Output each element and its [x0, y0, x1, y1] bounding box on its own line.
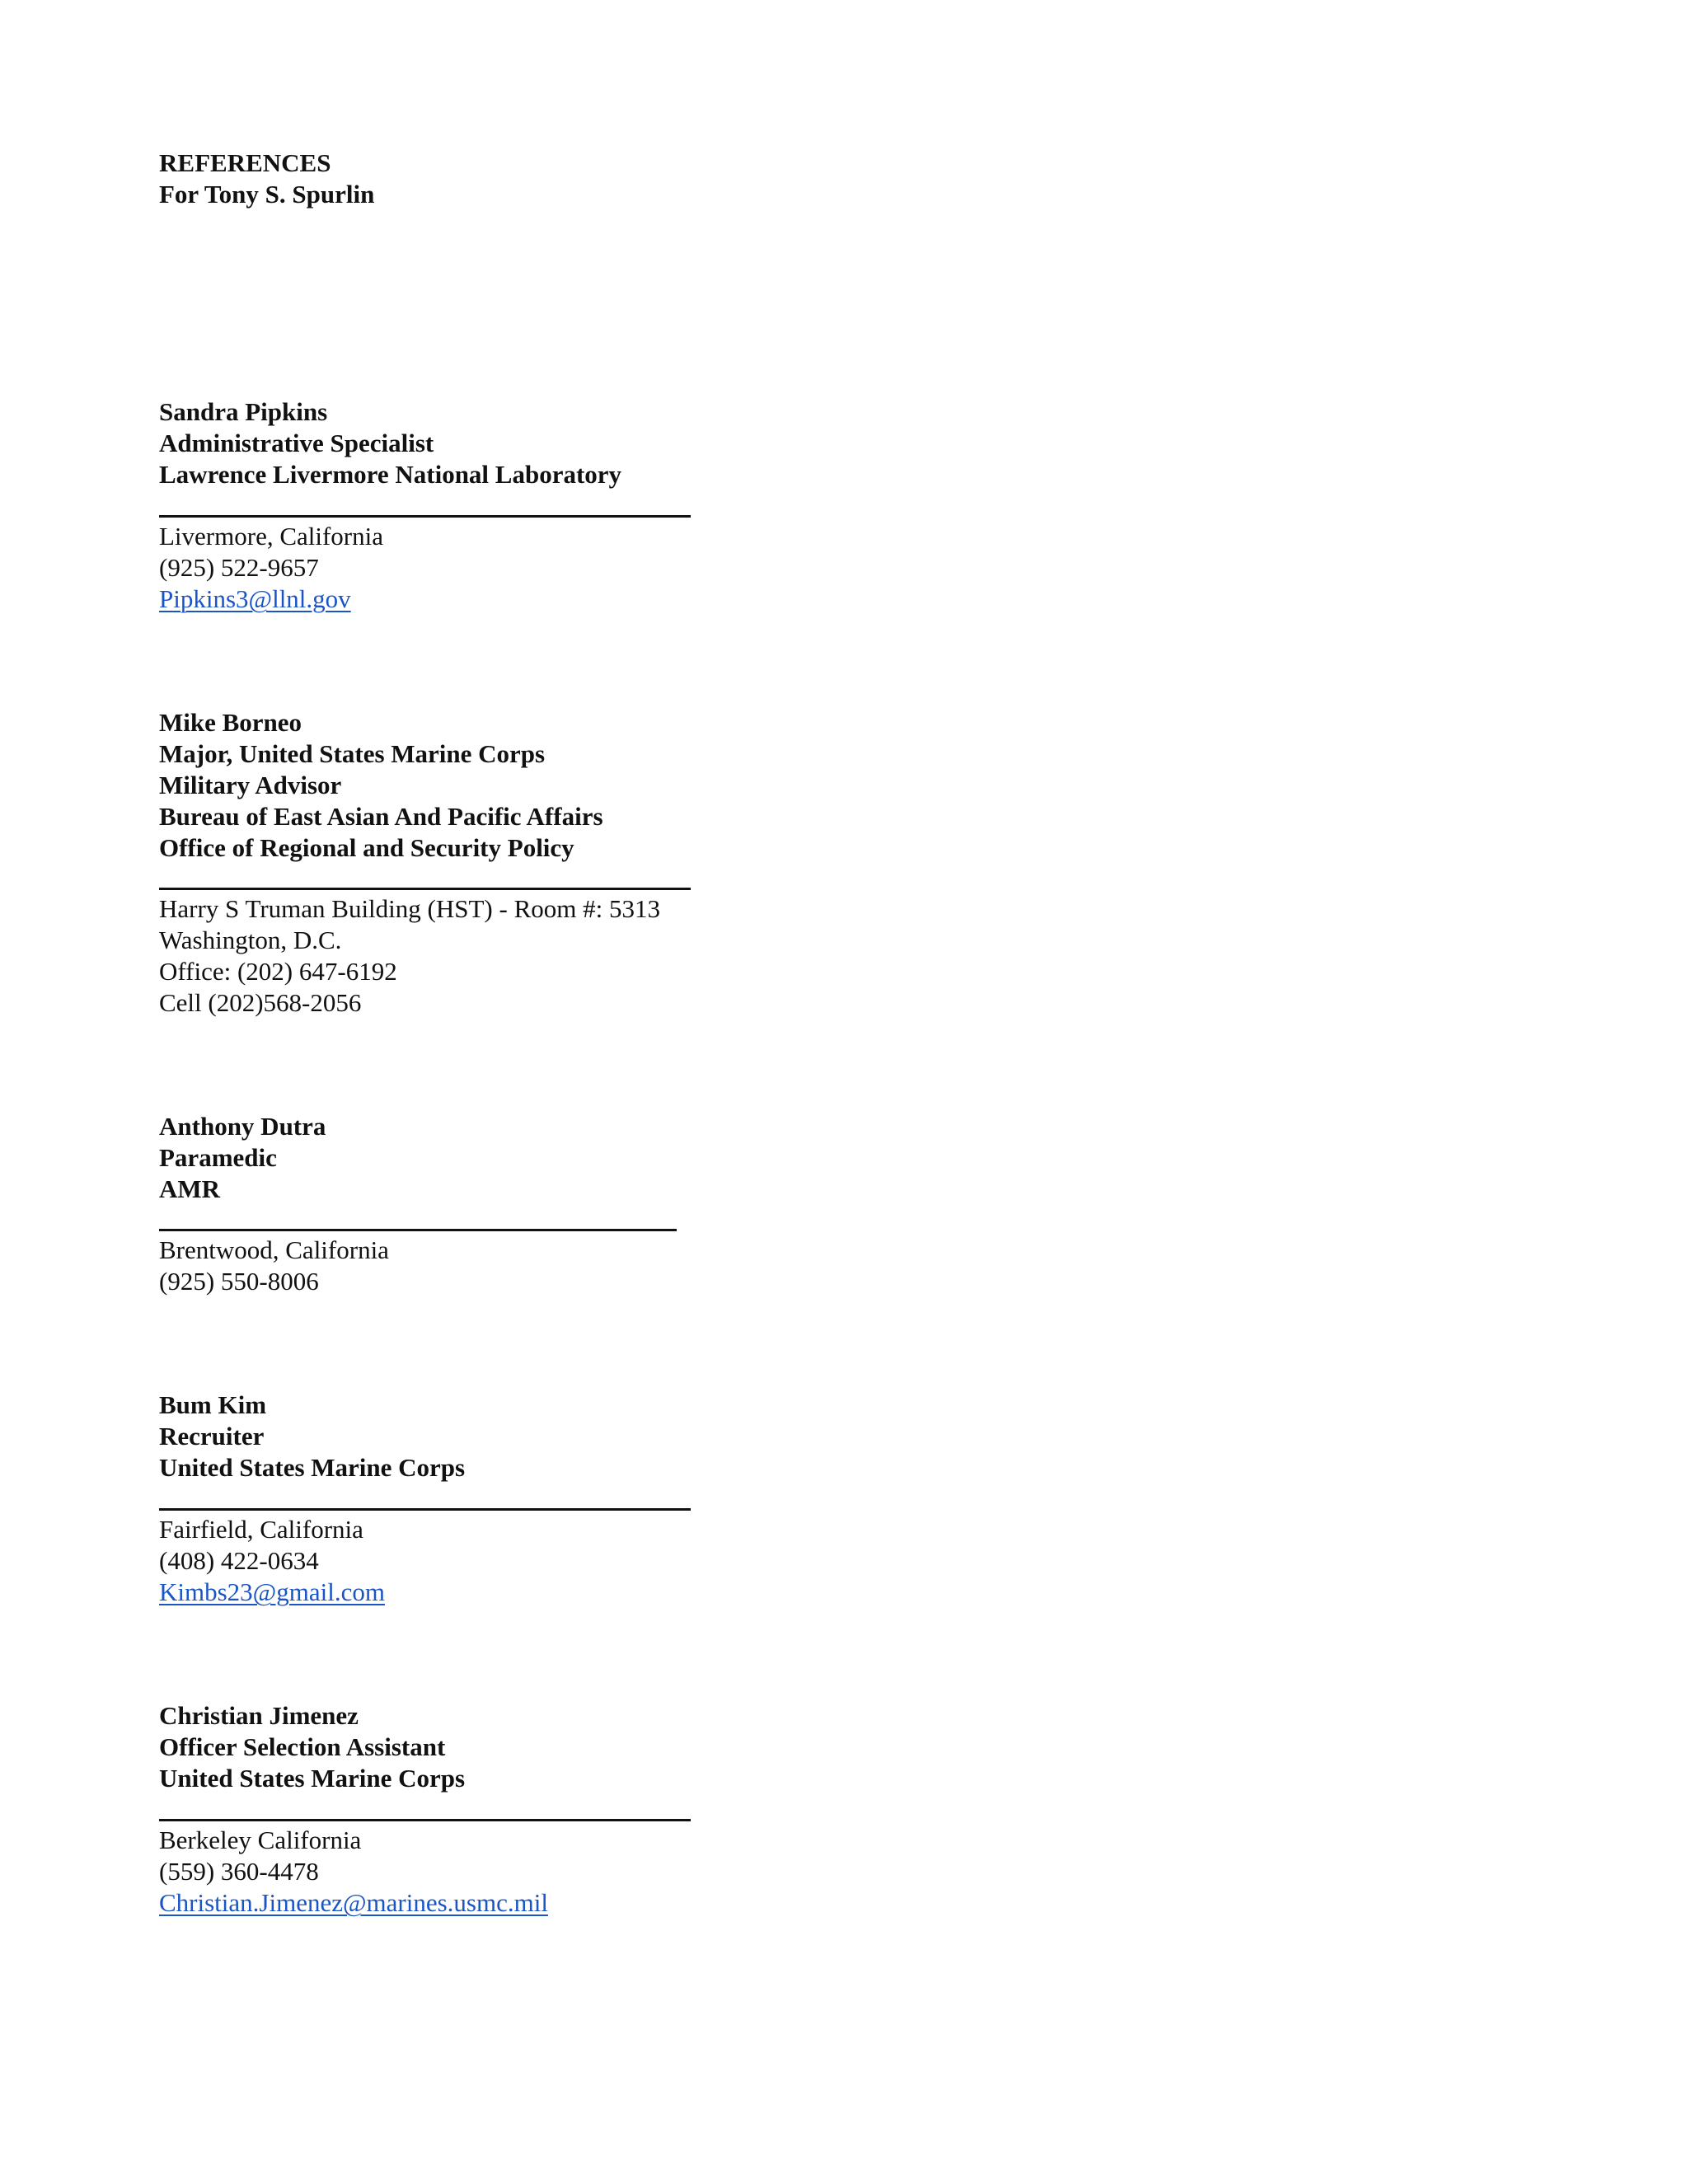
separator-rule: [159, 515, 691, 518]
reference-title: Administrative Specialist: [159, 429, 434, 457]
reference-office-phone: Office: (202) 647-6192: [159, 957, 397, 986]
reference-address: Harry S Truman Building (HST) - Room #: 5313: [159, 894, 660, 923]
reference-name: Sandra Pipkins: [159, 397, 328, 426]
reference-email-link[interactable]: Kimbs23@gmail.com: [159, 1577, 385, 1606]
reference-phone: (559) 360-4478: [159, 1857, 319, 1886]
reference-title: Major, United States Marine Corps: [159, 739, 546, 768]
reference-organization: United States Marine Corps: [159, 1453, 466, 1482]
document-subtitle: For Tony S. Spurlin: [159, 180, 375, 209]
reference-email-link[interactable]: Christian.Jimenez@marines.usmc.mil: [159, 1888, 548, 1917]
separator-rule: [159, 888, 691, 890]
reference-organization: Lawrence Livermore National Laboratory: [159, 460, 622, 489]
document-title: REFERENCES: [159, 148, 331, 177]
reference-cell-phone: Cell (202)568-2056: [159, 988, 362, 1017]
reference-name: Christian Jimenez: [159, 1701, 359, 1730]
reference-location: Fairfield, California: [159, 1515, 363, 1544]
reference-name: Mike Borneo: [159, 708, 302, 737]
separator-rule: [159, 1819, 691, 1821]
reference-role: Military Advisor: [159, 771, 342, 799]
reference-location: Brentwood, California: [159, 1235, 389, 1264]
reference-name: Anthony Dutra: [159, 1112, 326, 1141]
reference-title: Officer Selection Assistant: [159, 1732, 446, 1761]
reference-organization: AMR: [159, 1174, 221, 1203]
reference-phone: (925) 550-8006: [159, 1267, 319, 1296]
reference-location: Washington, D.C.: [159, 926, 342, 954]
reference-phone: (408) 422-0634: [159, 1546, 319, 1575]
reference-name: Bum Kim: [159, 1390, 267, 1419]
reference-email-link[interactable]: Pipkins3@llnl.gov: [159, 584, 351, 613]
reference-office: Office of Regional and Security Policy: [159, 833, 574, 862]
reference-title: Paramedic: [159, 1143, 277, 1172]
reference-location: Berkeley California: [159, 1825, 362, 1854]
reference-bureau: Bureau of East Asian And Pacific Affairs: [159, 802, 603, 831]
separator-rule: [159, 1229, 677, 1231]
reference-phone: (925) 522-9657: [159, 553, 319, 582]
reference-location: Livermore, California: [159, 522, 384, 551]
reference-title: Recruiter: [159, 1422, 265, 1451]
reference-organization: United States Marine Corps: [159, 1764, 466, 1793]
separator-rule: [159, 1508, 691, 1511]
